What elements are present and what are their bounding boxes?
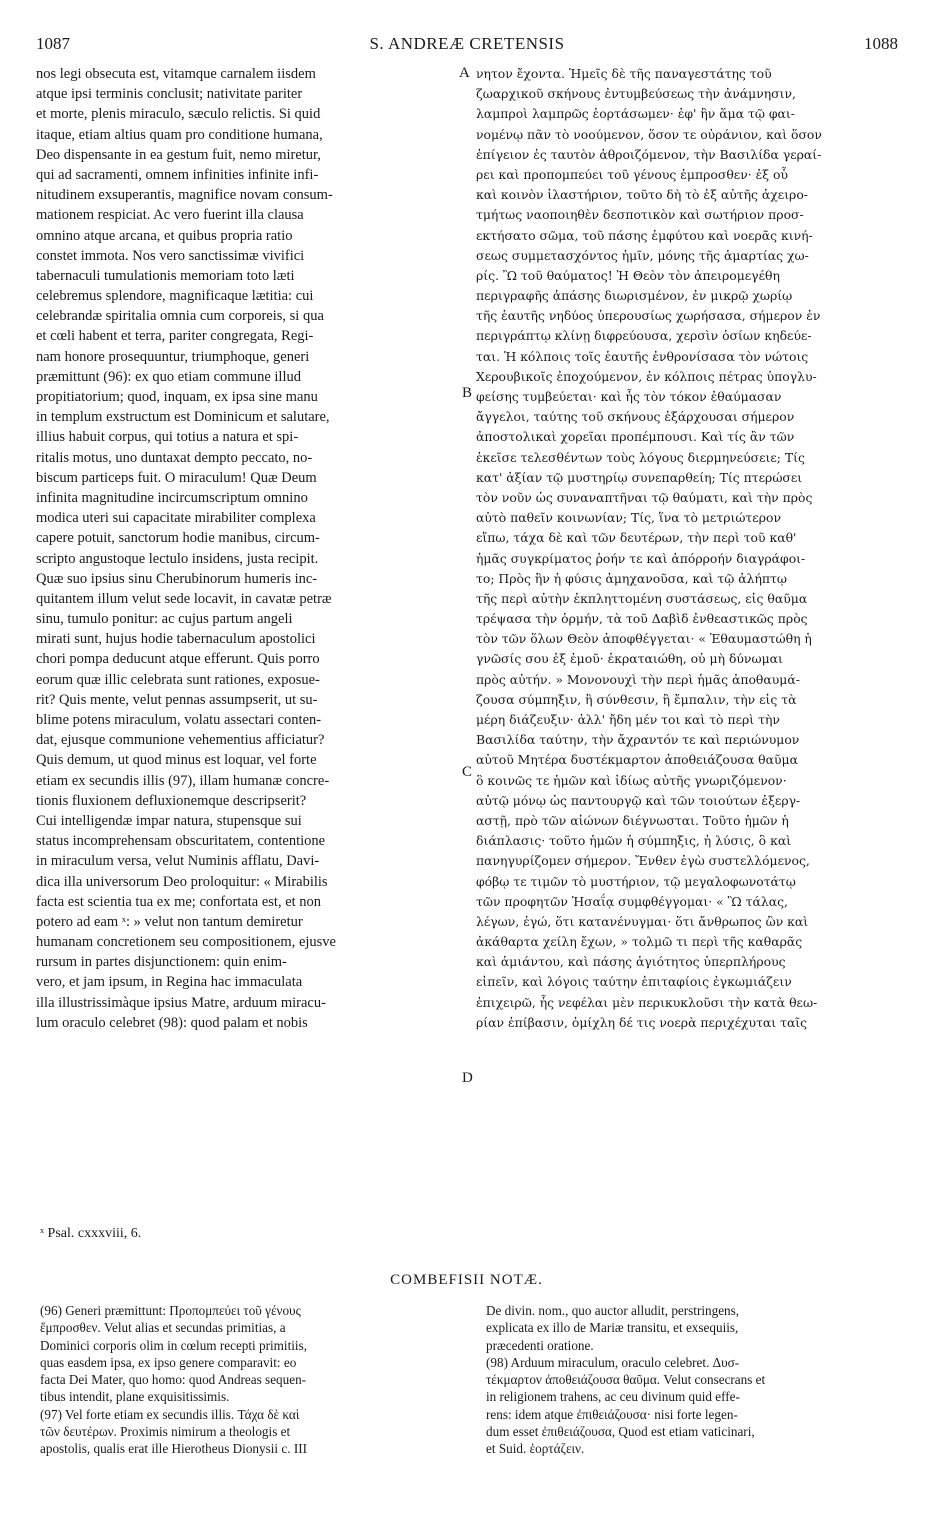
text-line: omnino atque arcana, et quibus propria ratio: [36, 227, 293, 244]
text-line: rit? Quis mente, velut pennas assumpserit, ut su-: [36, 691, 318, 708]
text-line: vero, et jam ipsum, in Regina hac immaculata: [36, 974, 303, 991]
text-line: (98) Arduum miraculum, oraculo celebret. Δυσ-: [486, 1354, 740, 1370]
text-line: ται. Ἡ κόλποις τοῖς ἑαυτῆς ἐνθρονίσασα τὸν νώτοις: [476, 348, 809, 364]
text-line: αστῇ, πρὸ τῶν αἰώνων διέγνωσται. Τοῦτο ἡμῶν ἡ: [476, 812, 789, 828]
text-line: in religionem trahens, ac ceu divinum quid effe-: [486, 1389, 740, 1405]
text-line: status incomprehensam obscuritatem, contentione: [36, 833, 326, 850]
text-line: εκτήσατο σῶμα, τοῦ πάσης ἐμφύτου καὶ νοερᾶς κινή-: [476, 227, 813, 243]
text-line: πανηγυρίζομεν σήμερον. Ἔνθεν ἐγὼ συστελλόμενος,: [476, 853, 810, 869]
text-line: τῆς ἑαυτῆς νηδύος ὑπερουσίως χωρήσασα, σήμερον ἐν: [476, 308, 821, 324]
text-line: explicata ex illo de Mariæ transitu, et exsequiis,: [486, 1320, 739, 1336]
text-line: chori pompa deducunt atque efferunt. Quis porro: [36, 651, 320, 668]
text-line: τέκμαρτον ἀποθειάζουσα θαῦμα. Velut consecrans et: [486, 1372, 766, 1388]
notes-heading: COMBEFISII NOTÆ.: [390, 1272, 543, 1288]
text-line: et Suid. ἑορτάζειν.: [486, 1441, 585, 1457]
text-line: rens: idem atque ἐπιθειάζουσα· nisi forte legen-: [486, 1406, 738, 1422]
text-line: itaque, etiam altius quam pro conditione humana,: [36, 126, 323, 143]
text-line: γνῶσίς σου ἐξ ἐμοῦ· ἐκραταιώθη, οὐ μὴ δύνωμαι: [476, 651, 783, 667]
text-line: το; Πρὸς ἣν ἡ φύσις ἀμηχανοῦσα, καὶ τῷ ἀλήπτῳ: [476, 570, 788, 586]
text-line: αὐτοῦ Μητέρα δυστέκμαρτον ἀποθειάζουσα θαῦμα: [476, 752, 798, 768]
text-line: σεως συμμετασχόντος ἡμῖν, μόνης τῆς ἁμαρτίας χω-: [476, 247, 809, 263]
text-line: τρέψασα τὴν ὁρμήν, τὰ τοῦ Δαβὶδ ἐνθεαστικῶς πρὸς: [476, 611, 808, 627]
text-line: celebrandæ spiritalia omnia cum corporeis, si qua: [36, 308, 324, 325]
text-line: mationem respiciat. Ac vero fuerint illa clausa: [36, 207, 304, 224]
text-line: λαμπροὶ λαμπρῶς ἑορτάσωμεν· ἐφ' ἣν ἅμα τῷ φαι-: [476, 106, 795, 122]
text-line: τὸν νοῦν ὡς συναναπτῆναι τῷ θαύματι, καὶ τὴν πρὸς: [476, 489, 813, 505]
text-line: propitiatorium; quod, inquam, ex ipsa sine manu: [36, 389, 318, 405]
text-line: De divin. nom., quo auctor alludit, perstringens,: [486, 1303, 740, 1318]
text-line: illa illustrissimàque ipsius Matre, arduum miracu-: [36, 994, 326, 1011]
text-line: καὶ κοινὸν ἱλαστήριον, τοῦτο δὴ τὸ ἐξ αὐτῆς ἀχειρο-: [476, 187, 808, 203]
text-line: ρίς. Ὢ τοῦ θαύματος! Ἡ Θεὸν τὸν ἀπειρομεγέθη: [476, 267, 780, 283]
text-line: nam honore prosequuntur, triumphoque, generi: [36, 348, 310, 365]
text-line: ἐκεῖσε τελεσθέντων τοὺς λόγους διερμηνεύσειε; Τίς: [476, 449, 805, 465]
text-line: νητον ἔχοντα. Ἡμεῖς δὲ τῆς παναγεστάτης τοῦ: [476, 66, 772, 81]
text-line: modica uteri sui capacitate mirabiliter complexa: [36, 510, 316, 527]
text-line: ἄγγελοι, ταύτης τοῦ σκήνους ἐξάρχουσαι σήμερον: [476, 409, 795, 425]
text-line: scripto angustoque lectulo insidens, justa recipit.: [36, 550, 319, 567]
text-line: et morte, plenis miraculo, sæculo relictis. Si quid: [36, 106, 321, 123]
text-line: quas easdem ipsa, ex ipso genere comparavit: eo: [40, 1354, 297, 1370]
text-line: et cœli habent et terra, pariter congregata, Regi-: [36, 328, 314, 345]
text-line: nitudinem exsuperantis, magnifice novam consum-: [36, 187, 333, 204]
text-line: αὐτὸ παθεῖν κοινωνίαν; Τίς, ἵνα τὸ μετριώτερον: [476, 510, 781, 526]
text-line: facta Dei Mater, quo homo: quod Andreas sequen-: [40, 1372, 307, 1388]
text-line: biscum particeps fuit. O miraculum! Quæ Deum: [36, 469, 317, 486]
text-line: τῶν προφητῶν Ἡσαΐᾳ συμφθέγγομαι· « Ὢ τάλας,: [476, 893, 788, 909]
notes-left-column: [40, 1302, 468, 1458]
notes-right-column: [486, 1302, 900, 1458]
text-line: τὸν τῶν ὅλων Θεὸν ἀποφθέγγεται· « Ἐθαυμαστώθη ἡ: [476, 631, 812, 647]
text-line: ἀποστολικαὶ χορεῖαι προπέμπουσι. Καὶ τίς ἂν τῶν: [476, 429, 795, 445]
text-line: Βασιλίδα ταύτην, τὴν ἄχραντόν τε καὶ περιώνυμον: [476, 732, 800, 748]
text-line: tionis fluxionem defluxionemque descripserit?: [36, 792, 307, 809]
margin-letter-b: B: [462, 385, 473, 401]
text-line: περιγραφῆς ἁπάσης διωρισμένον, ἐν μικρῷ χωρίῳ: [476, 288, 793, 304]
text-line: dica illa universorum Deo proloquitur: « Mirabilis: [36, 873, 328, 890]
text-line: rursum in partes disjunctionem: quin enim-: [36, 954, 287, 971]
scripture-footnote: ˣ Psal. cxxxviii, 6.: [40, 1226, 142, 1241]
text-line: in templum exstructum est Dominicum et salutare,: [36, 409, 330, 426]
text-line: constet immota. Nos vero sanctissimæ vivifici: [36, 247, 305, 264]
text-line: mirati sunt, hujus hodie tabernaculum apostolici: [36, 631, 316, 648]
text-line: dum esset ἐπιθειάζουσα, Quod est etiam vaticinari,: [486, 1424, 755, 1440]
page-number-right: 1088: [864, 34, 898, 53]
text-line: qui ad sacramenti, omnem infinities infinite infi-: [36, 166, 319, 183]
text-line: καὶ ἀμιάντου, καὶ πάσης ἁγιότητος ὑπερπλήρους: [476, 954, 786, 970]
text-line: celebremus splendore, magnificaque lætitia: cui: [36, 288, 314, 305]
text-line: humanam concretionem seu compositionem, ejusve: [36, 934, 336, 951]
text-line: ἐπιχειρῶ, ἧς νεφέλαι μὲν περικυκλοῦσι τὴν κατὰ θεω-: [476, 994, 818, 1010]
text-line: τμήτως ναοποιηθὲν δεσποτικὸν καὶ σωτήριον προσ-: [476, 207, 804, 223]
text-line: quitantem illum velut sede locavit, in cavatæ petræ: [36, 590, 332, 607]
text-line: διάπλασις· τοῦτο ἡμῶν ἡ σύμπηξις, ἡ λύσις, ὃ καὶ: [476, 833, 792, 849]
text-line: illius habuit corpus, qui totius a natura et spi-: [36, 429, 299, 446]
text-line: εἴπω, τάχα δὲ καὶ τῶν δευτέρων, τὴν περὶ τοῦ καθ': [476, 530, 797, 546]
text-line: περιγράπτῳ κλίνῃ διφρεύουσα, χερσὶν ὁσίων κηδεύε-: [476, 328, 812, 344]
text-line: apostolis, qualis erat ille Hierotheus Dionysii c. III: [40, 1441, 307, 1457]
text-line: εἰπεῖν, καὶ λόγοις ταύτην ἐπιταφίοις ἐγκωμιάζειν: [476, 974, 792, 990]
text-line: in miraculum versa, velut Numinis afflatu, Davi-: [36, 853, 320, 870]
latin-column: [36, 64, 460, 1033]
text-line: αὐτῷ μόνῳ ὡς παντουργῷ καὶ τῶν τοιούτων ἐξεργ-: [476, 792, 801, 808]
text-line: ρει καὶ προπομπεύει τοῦ γένους ἐμπροσθεν· ἐξ οὗ: [476, 166, 789, 182]
text-line: (96) Generi præmittunt: Προπομπεύει τοῦ γένους: [40, 1303, 301, 1318]
text-line: ζωαρχικοῦ σκήνους ἐντυμβεύσεως τὴν ἀνάμνησιν,: [476, 86, 796, 102]
text-line: νομένῳ πᾶν τὸ νοούμενον, ὅσον τε οὐράνιον, καὶ ὅσον: [476, 126, 822, 142]
text-line: λέγων, ἐγώ, ὅτι κατανένυγμαι· ὅτι ἄνθρωπος ὢν καὶ: [476, 913, 809, 929]
text-line: (97) Vel forte etiam ex secundis illis. Τάχα δὲ καὶ: [40, 1406, 300, 1422]
running-title: S. ANDREÆ CRETENSIS: [369, 34, 565, 53]
text-line: præcedenti oratione.: [486, 1337, 594, 1353]
text-line: potero ad eam ˣ: » velut non tantum demiretur: [36, 913, 303, 930]
text-line: ritalis motus, uno duntaxat dempto peccato, no-: [36, 449, 313, 466]
text-line: tabernaculi tumulationis memoriam toto læti: [36, 267, 295, 284]
text-line: eorum quæ illic celebrata sunt rationes, exposue-: [36, 671, 320, 688]
text-line: ἔμπροσθεν. Velut alias et secundas primitias, a: [40, 1320, 286, 1336]
text-line: tibus intendit, plane exquisitissimis.: [40, 1389, 230, 1405]
text-line: etiam ex secundis illis (97), illam humanæ concre-: [36, 772, 330, 789]
text-line: dat, ejusque communione vehementius afficiatur?: [36, 732, 325, 749]
page-number-left: 1087: [36, 34, 70, 53]
text-line: φείσης τυμβεύεται· καὶ ἧς τὸν τόκον ἐθαύμασαν: [476, 389, 782, 404]
text-line: præmittunt (96): ex quo etiam commune illud: [36, 368, 301, 385]
text-line: Quæ suo ipsius sinu Cherubinorum humeris inc-: [36, 570, 318, 587]
text-line: Deo dispensante in ea gestum fuit, nemo miretur,: [36, 146, 321, 163]
text-line: blime potens miraculum, volatu assectari conten-: [36, 712, 322, 728]
text-line: sinu, tumulo ponitur: ac cujus partum angeli: [36, 611, 293, 628]
text-line: atque ipsi terminis conclusit; nativitate pariter: [36, 86, 303, 103]
text-line: κατ' ἀξίαν τῷ μυστηρίῳ συνεπαρθείη; Τίς πτερώσει: [476, 469, 803, 485]
text-line: ἐπίγειον ἐς ταυτὸν ἀθροιζόμενον, τὴν Βασιλίδα γεραί-: [476, 146, 822, 162]
text-line: ἀκάθαρτα χείλη ἔχων, » τολμῶ τι περὶ τῆς καθαρᾶς: [476, 934, 803, 950]
text-line: ὃ κοινῶς τε ἡμῶν καὶ ἰδίως αὐτῆς γνωριζόμενον·: [476, 772, 787, 788]
text-line: πρὸς αὐτήν. » Μονονουχὶ τὴν περὶ ἡμᾶς ἀποθαυμά-: [476, 671, 800, 687]
text-line: Dominici corporis olim in cœlum recepti primitiis,: [40, 1337, 308, 1353]
text-line: μέρη διάζευξιν· ἀλλ' ἤδη μέν τοι καὶ τὸ περὶ τὴν: [476, 712, 780, 727]
margin-letter-d: D: [462, 1070, 473, 1086]
text-line: Quis demum, ut quod minus est loquar, vel forte: [36, 752, 317, 769]
page-header: [36, 34, 898, 56]
text-line: Cui intelligendæ impar natura, stupensque sui: [36, 812, 302, 829]
text-line: infinita magnitudine incircumscriptum omnino: [36, 489, 308, 506]
text-line: φόβῳ τε τιμῶν τὸ μυστήριον, τῷ μεγαλοφωνοτάτῳ: [476, 873, 796, 889]
text-line: ζουσα σύμπηξιν, ἢ σύνθεσιν, ἢ ἔμπαλιν, τὴν εἰς τὰ: [476, 691, 797, 707]
text-line: ρίαν ἐπίβασιν, ὁμίχλη δέ τις νοερὰ περιχέχυται ταῖς: [476, 1014, 808, 1030]
text-line: τῶν δευτέρων. Proximis nimirum a theologis et: [40, 1424, 291, 1440]
text-line: Χερουβικοῖς ἐποχούμενον, ἐν κόλποις πέτρας ὑπογλυ-: [476, 368, 817, 384]
greek-column: [476, 64, 898, 1033]
margin-letter-a: A: [459, 65, 470, 81]
text-line: ἡμᾶς συγκρίματος ῥοήν τε καὶ ἀπόρροήν διαγράφοι-: [476, 550, 806, 566]
text-line: τῆς περὶ αὐτὴν ἐκπληττομένη συστάσεως, εἰς θαῦμα: [476, 590, 808, 606]
text-line: capere potuit, sanctorum hodie manibus, circum-: [36, 530, 320, 547]
text-line: lum oraculo celebret (98): quod palam et nobis: [36, 1014, 308, 1031]
text-line: nos legi obsecuta est, vitamque carnalem iisdem: [36, 66, 316, 82]
margin-letter-c: C: [462, 764, 473, 780]
text-line: facta est scientia tua ex me; confortata est, et non: [36, 893, 322, 910]
